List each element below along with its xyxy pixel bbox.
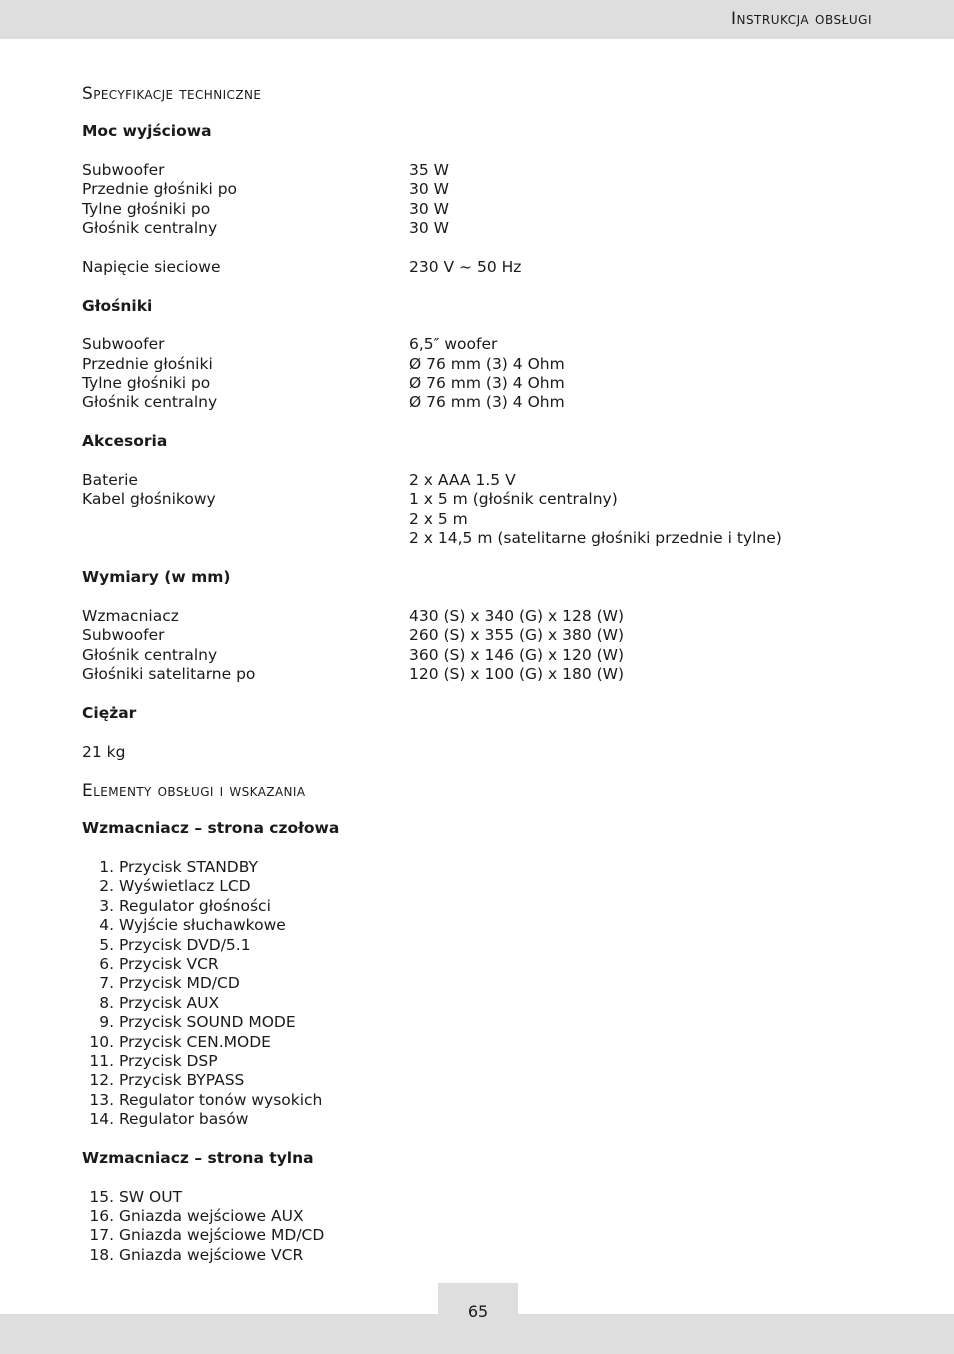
list-text: Przycisk VCR — [118, 955, 219, 974]
section-title-controls: Elementy obsługi i wskazania — [82, 781, 306, 802]
list-item — [82, 1110, 882, 1129]
spec-row — [82, 665, 882, 684]
spec-value: 35 W — [409, 160, 449, 179]
list-number: 13. — [89, 1090, 114, 1109]
spec-label: Subwoofer — [82, 626, 165, 645]
list-item — [82, 1033, 882, 1052]
subsection-dimensions: Wymiary (w mm) — [82, 567, 231, 586]
list-number: 10. — [89, 1032, 114, 1051]
list-item — [82, 974, 882, 993]
list-text: Przycisk DSP — [118, 1051, 218, 1070]
page-number: 65 — [467, 1302, 489, 1321]
spec-label: Głośnik centralny — [82, 645, 218, 664]
page-content — [82, 84, 882, 1265]
spec-value: Ø 76 mm (3) 4 Ohm — [409, 374, 565, 393]
subsection-weight: Ciężar — [82, 703, 137, 722]
subsection-accessories: Akcesoria — [82, 432, 168, 451]
list-number: 3. — [99, 896, 114, 915]
list-number: 7. — [99, 974, 114, 993]
spec-row — [82, 471, 882, 490]
list-number: 14. — [89, 1110, 114, 1129]
list-text: Przycisk BYPASS — [118, 1071, 245, 1090]
list-text: Regulator głośności — [118, 896, 271, 915]
spec-label: Subwoofer — [82, 160, 165, 179]
list-item — [82, 1188, 882, 1207]
spec-label: Tylne głośniki po — [82, 374, 211, 393]
list-item — [82, 1091, 882, 1110]
spec-row — [82, 607, 882, 626]
list-text: Wyświetlacz LCD — [118, 877, 251, 896]
list-text: Przycisk STANDBY — [118, 858, 258, 877]
subsection-speakers: Głośniki — [82, 296, 153, 315]
spec-label: Wzmacniacz — [82, 606, 179, 625]
spec-value: Ø 76 mm (3) 4 Ohm — [409, 354, 565, 373]
list-number: 17. — [89, 1226, 114, 1245]
list-text: Przycisk SOUND MODE — [118, 1013, 296, 1032]
rear-controls-list — [82, 1188, 882, 1266]
spec-row — [82, 529, 882, 548]
list-text: Przycisk CEN.MODE — [118, 1032, 271, 1051]
section-title-specifications: Specyfikacje techniczne — [82, 84, 262, 104]
spec-value: 1 x 5 m (głośnik centralny) — [409, 490, 618, 509]
spec-label: Kabel głośnikowy — [82, 490, 216, 509]
list-number: 16. — [89, 1207, 114, 1226]
spec-row — [82, 335, 882, 354]
spec-value: 2 x AAA 1.5 V — [409, 471, 516, 490]
list-text: Przycisk DVD/5.1 — [118, 935, 251, 954]
spec-row — [82, 626, 882, 645]
spec-label: Głośniki satelitarne po — [82, 664, 256, 683]
list-item — [82, 916, 882, 935]
spec-row — [82, 393, 882, 412]
list-number: 18. — [89, 1245, 114, 1264]
list-number: 1. — [99, 858, 114, 877]
list-text: SW OUT — [118, 1187, 183, 1206]
front-controls-list — [82, 858, 882, 1129]
list-item — [82, 1246, 882, 1265]
spec-value: 2 x 14,5 m (satelitarne głośniki przednie i tylne) — [409, 529, 782, 548]
header-title: Instrukcja obsługi — [730, 9, 872, 29]
spec-label: Przednie głośniki po — [82, 180, 238, 199]
spec-value: 260 (S) x 355 (G) x 380 (W) — [409, 626, 625, 645]
spec-row — [82, 490, 882, 509]
list-text: Regulator tonów wysokich — [118, 1090, 323, 1109]
list-item — [82, 1226, 882, 1245]
list-item — [82, 1052, 882, 1071]
spec-label: Głośnik centralny — [82, 393, 218, 412]
spec-row — [82, 200, 882, 219]
list-item — [82, 1013, 882, 1032]
spec-value: 430 (S) x 340 (G) x 128 (W) — [409, 606, 625, 625]
spec-row — [82, 161, 882, 180]
list-number: 15. — [89, 1187, 114, 1206]
spec-value: 120 (S) x 100 (G) x 180 (W) — [409, 664, 625, 683]
spec-row-mains-voltage — [82, 258, 882, 277]
list-text: Gniazda wejściowe VCR — [118, 1245, 304, 1264]
list-text: Regulator basów — [118, 1110, 249, 1129]
list-item — [82, 877, 882, 896]
speakers-list — [82, 335, 882, 413]
spec-label — [82, 529, 409, 548]
accessories-list — [82, 471, 882, 549]
spec-label: Przednie głośniki — [82, 354, 213, 373]
list-text: Gniazda wejściowe AUX — [118, 1207, 304, 1226]
spec-row — [82, 646, 882, 665]
list-number: 9. — [99, 1013, 114, 1032]
spec-row — [82, 219, 882, 238]
spec-label: Baterie — [82, 471, 138, 490]
dimensions-list — [82, 607, 882, 685]
spec-row — [82, 180, 882, 199]
spec-row — [82, 374, 882, 393]
spec-label: Tylne głośniki po — [82, 199, 211, 218]
list-item — [82, 897, 882, 916]
list-item — [82, 858, 882, 877]
spec-label: Głośnik centralny — [82, 218, 218, 237]
list-number: 5. — [99, 935, 114, 954]
spec-label: Napięcie sieciowe — [82, 257, 221, 276]
list-item — [82, 994, 882, 1013]
subsection-output-power: Moc wyjściowa — [82, 122, 212, 140]
list-text: Przycisk AUX — [118, 993, 220, 1012]
list-number: 8. — [99, 993, 114, 1012]
spec-value: 30 W — [409, 218, 449, 237]
list-item — [82, 955, 882, 974]
list-item — [82, 1207, 882, 1226]
list-number: 6. — [99, 955, 114, 974]
list-text: Przycisk MD/CD — [118, 974, 240, 993]
list-item — [82, 1071, 882, 1090]
spec-value: 30 W — [409, 180, 449, 199]
list-number: 12. — [89, 1071, 114, 1090]
output-power-list — [82, 161, 882, 239]
list-text: Wyjście słuchawkowe — [118, 916, 286, 935]
spec-value: 230 V ~ 50 Hz — [409, 257, 522, 276]
spec-label — [82, 510, 409, 529]
list-text: Gniazda wejściowe MD/CD — [118, 1226, 325, 1245]
spec-label: Subwoofer — [82, 335, 165, 354]
spec-value: Ø 76 mm (3) 4 Ohm — [409, 393, 565, 412]
list-item — [82, 936, 882, 955]
list-number: 2. — [99, 877, 114, 896]
spec-value: 6,5″ woofer — [409, 335, 498, 354]
list-number: 4. — [99, 916, 114, 935]
spec-row — [82, 355, 882, 374]
weight-value: 21 kg — [82, 742, 126, 761]
subsection-amplifier-rear: Wzmacniacz – strona tylna — [82, 1148, 314, 1167]
spec-row — [82, 510, 882, 529]
spec-value: 2 x 5 m — [409, 509, 468, 528]
list-number: 11. — [89, 1051, 114, 1070]
spec-value: 360 (S) x 146 (G) x 120 (W) — [409, 645, 625, 664]
subsection-amplifier-front: Wzmacniacz – strona czołowa — [82, 819, 340, 838]
spec-value: 30 W — [409, 199, 449, 218]
